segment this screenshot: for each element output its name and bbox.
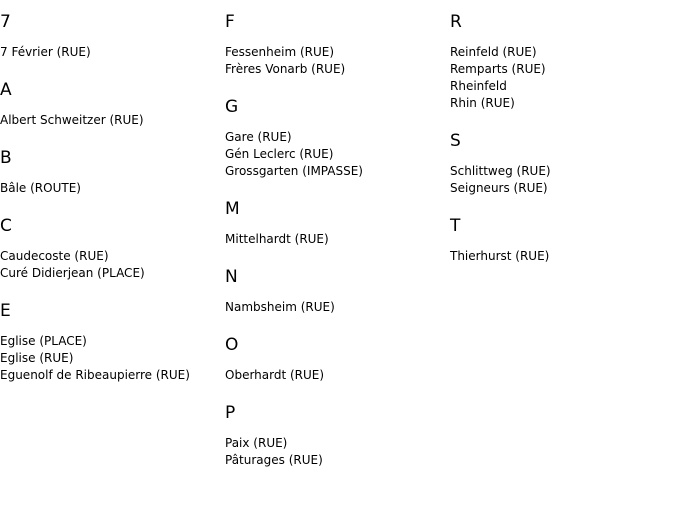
letter-heading: P: [225, 403, 236, 423]
street-link[interactable]: Grossgarten (IMPASSE): [225, 164, 363, 178]
street-link[interactable]: Thierhurst (RUE): [450, 249, 550, 263]
letter-heading: G: [225, 97, 239, 117]
letter-heading: O: [225, 335, 239, 355]
letter-group: [450, 214, 675, 265]
street-list: [225, 231, 450, 248]
letter-group: [450, 129, 675, 197]
street-link[interactable]: Eglise (PLACE): [0, 334, 87, 348]
street-link[interactable]: Frères Vonarb (RUE): [225, 62, 346, 76]
letter-group: [0, 146, 225, 197]
street-link[interactable]: Schlittweg (RUE): [450, 164, 551, 178]
street-link[interactable]: Caudecoste (RUE): [0, 249, 109, 263]
street-link[interactable]: Gare (RUE): [225, 130, 292, 144]
letter-heading: B: [0, 148, 12, 168]
street-list: [450, 44, 675, 112]
letter-group: [0, 78, 225, 129]
street-list: [0, 44, 225, 61]
letter-heading: M: [225, 199, 240, 219]
letter-group: [0, 299, 225, 384]
street-list: [450, 248, 675, 265]
letter-heading: 7: [0, 12, 11, 32]
letter-group: [225, 197, 450, 248]
street-list: [225, 299, 450, 316]
street-link[interactable]: Mittelhardt (RUE): [225, 232, 329, 246]
street-link[interactable]: Remparts (RUE): [450, 62, 546, 76]
letter-heading: R: [450, 12, 462, 32]
street-list: [0, 180, 225, 197]
letter-group: [0, 214, 225, 282]
letter-heading: F: [225, 12, 235, 32]
street-link[interactable]: Fessenheim (RUE): [225, 45, 335, 59]
letter-heading: T: [450, 216, 461, 236]
street-link[interactable]: Reinfeld (RUE): [450, 45, 537, 59]
street-list: [0, 333, 225, 384]
street-list: [0, 112, 225, 129]
street-list: [225, 129, 450, 180]
letter-group: [225, 10, 450, 78]
street-link[interactable]: Nambsheim (RUE): [225, 300, 335, 314]
letter-heading: A: [0, 80, 12, 100]
street-link[interactable]: 7 Février (RUE): [0, 45, 91, 59]
street-index-column-1: [0, 10, 225, 401]
street-link[interactable]: Gén Leclerc (RUE): [225, 147, 334, 161]
letter-group: [225, 401, 450, 469]
letter-group: [450, 10, 675, 112]
letter-heading: S: [450, 131, 461, 151]
street-link[interactable]: Oberhardt (RUE): [225, 368, 325, 382]
letter-heading: N: [225, 267, 238, 287]
street-link[interactable]: Paix (RUE): [225, 436, 288, 450]
street-link[interactable]: Pâturages (RUE): [225, 453, 323, 467]
letter-group: [225, 95, 450, 180]
street-list: [225, 44, 450, 78]
street-link[interactable]: Seigneurs (RUE): [450, 181, 548, 195]
letter-heading: E: [0, 301, 11, 321]
letter-group: [0, 10, 225, 61]
street-list: [450, 163, 675, 197]
street-list: [225, 367, 450, 384]
street-link[interactable]: Bâle (ROUTE): [0, 181, 81, 195]
street-list: [225, 435, 450, 469]
street-link[interactable]: Rheinfeld: [450, 79, 507, 93]
street-index-column-3: [450, 10, 675, 282]
letter-group: [225, 333, 450, 384]
street-link[interactable]: Eglise (RUE): [0, 351, 74, 365]
street-link[interactable]: Rhin (RUE): [450, 96, 515, 110]
street-link[interactable]: Albert Schweitzer (RUE): [0, 113, 144, 127]
street-list: [0, 248, 225, 282]
street-link[interactable]: Curé Didierjean (PLACE): [0, 266, 145, 280]
street-link[interactable]: Eguenolf de Ribeaupierre (RUE): [0, 368, 190, 382]
street-index-column-2: [225, 10, 450, 486]
letter-group: [225, 265, 450, 316]
letter-heading: C: [0, 216, 12, 236]
